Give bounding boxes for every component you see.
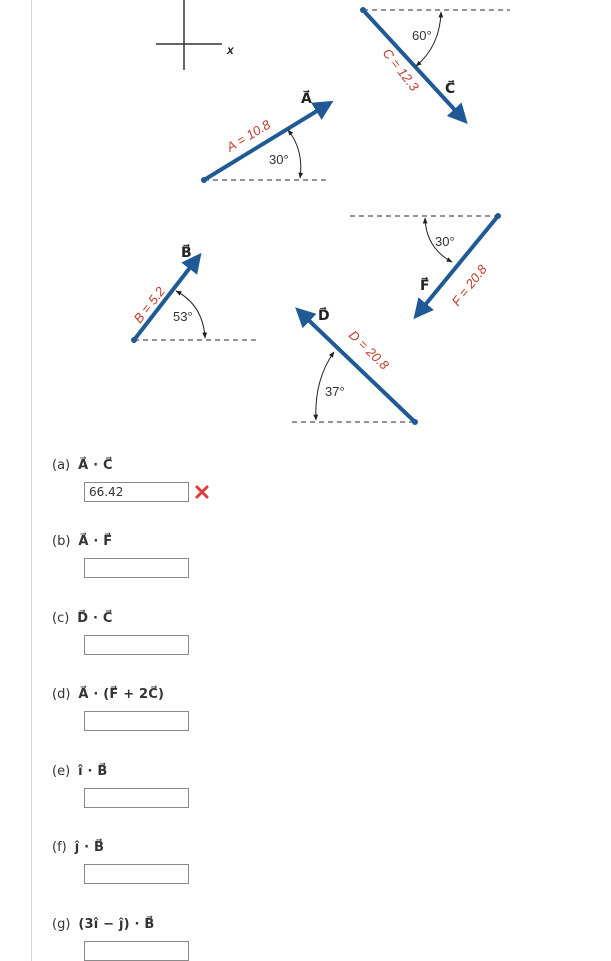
answer-input-a[interactable] xyxy=(84,482,189,502)
axes-icon xyxy=(156,0,235,70)
question-e xyxy=(52,764,189,808)
question-c xyxy=(52,611,189,655)
question-label: (e) xyxy=(52,764,71,779)
question-expression: A⃗ · (F⃗ + 2C⃗) xyxy=(78,687,165,702)
vector-d-magnitude: D = 20.8 xyxy=(345,327,392,373)
x-axis-label: x xyxy=(227,43,234,57)
question-b xyxy=(52,534,189,578)
vector-d-angle: 37° xyxy=(325,384,345,399)
answer-input-b[interactable] xyxy=(84,558,189,578)
vector-d xyxy=(292,306,418,425)
question-f xyxy=(52,840,189,884)
question-expression: A⃗ · C⃗ xyxy=(78,458,113,473)
vector-c xyxy=(360,7,510,121)
question-label: (d) xyxy=(52,687,71,702)
angle-arc xyxy=(288,130,301,178)
question-label: (b) xyxy=(52,534,71,549)
vector-c-magnitude: C = 12.3 xyxy=(379,45,422,94)
answer-input-e[interactable] xyxy=(84,788,189,808)
question-expression: ĵ · B⃗ xyxy=(74,840,105,855)
vector-c-angle: 60° xyxy=(412,28,432,43)
vector-c-arrow xyxy=(363,10,465,121)
vector-b-angle: 53° xyxy=(173,309,193,324)
vector-b xyxy=(131,243,258,343)
vector-f xyxy=(350,213,501,316)
vector-d-symbol: D⃗ xyxy=(318,307,330,323)
question-label: (a) xyxy=(52,458,71,473)
vector-b-arrow xyxy=(134,256,199,340)
question-g xyxy=(52,917,189,961)
vector-f-angle: 30° xyxy=(435,234,455,249)
question-d xyxy=(52,687,189,731)
vector-a-magnitude: A = 10.8 xyxy=(223,116,273,155)
vector-f-symbol: F⃗ xyxy=(420,277,430,293)
question-expression: (3î − ĵ) · B⃗ xyxy=(78,917,155,932)
answer-input-c[interactable] xyxy=(84,635,189,655)
answer-input-d[interactable] xyxy=(84,711,189,731)
question-expression: î · B⃗ xyxy=(78,764,108,779)
vector-a xyxy=(201,89,330,183)
question-label: (c) xyxy=(52,611,70,626)
vector-a-angle: 30° xyxy=(269,152,289,167)
question-expression: D⃗ · C⃗ xyxy=(77,611,113,626)
question-label: (f) xyxy=(52,840,67,855)
vector-figure xyxy=(0,0,611,440)
red-x-icon xyxy=(195,485,209,499)
vector-c-symbol: C⃗ xyxy=(445,80,456,96)
vector-a-symbol: A⃗ xyxy=(301,90,312,106)
answer-input-g[interactable] xyxy=(84,941,189,961)
vector-b-symbol: B⃗ xyxy=(181,244,192,260)
question-label: (g) xyxy=(52,917,71,932)
question-a xyxy=(52,458,209,502)
vector-b-magnitude: B = 5.2 xyxy=(130,283,168,326)
answer-input-f[interactable] xyxy=(84,864,189,884)
vector-f-magnitude: F = 20.8 xyxy=(448,261,490,309)
question-expression: A⃗ · F⃗ xyxy=(78,534,113,549)
